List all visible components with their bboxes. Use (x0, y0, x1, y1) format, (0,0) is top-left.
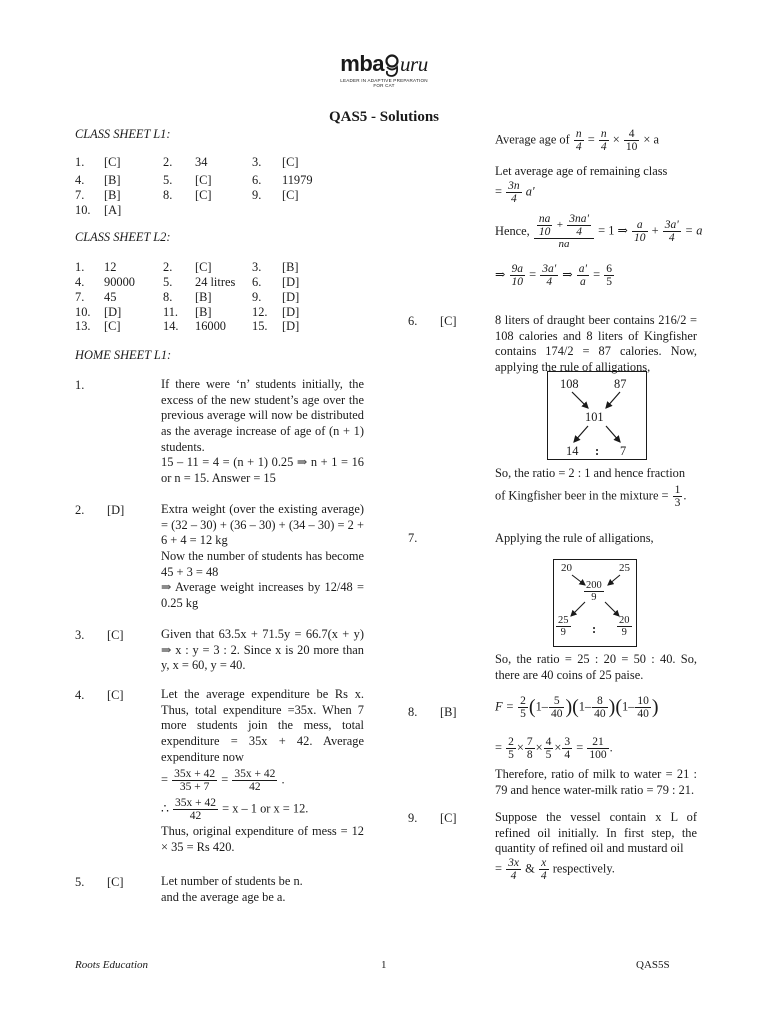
q-num: 4. (75, 173, 85, 187)
q6-fraction-line: of Kingfisher beer in the mixture = $\frac{1}{3}$ . (495, 484, 687, 510)
question-3-solution (161, 627, 364, 674)
q-num: 5. (163, 173, 173, 187)
q-num: 5. (163, 275, 173, 289)
alligation-diagram-q6 (547, 371, 647, 460)
q-num: 2. (163, 155, 173, 169)
q-answer: [D] (282, 290, 300, 304)
q-num: 8. (163, 290, 173, 304)
avg-age-equation: Average age of $\frac{n}{4}$ = $\frac{n}{4}$ × $\frac{4}{10}$ × a (495, 128, 660, 154)
q-answer: [C] (195, 173, 212, 187)
q-num: 6. (252, 275, 262, 289)
alligation-value: 20 (561, 562, 572, 574)
q-num: 9. (252, 188, 262, 202)
solution-line: Given that 63.5x + 71.5y = 66.7(x + y) ⇒ x : y = 3 : 2. Since x is 20 more than y, x = 60, y = 40. (161, 627, 364, 673)
q-num: 10. (75, 203, 91, 217)
q-answer: 24 litres (195, 275, 236, 289)
q-answer: [B] (104, 188, 121, 202)
q9-equation: = $\frac{3x}{4}$ & $\frac{x}{4}$ respectively. (495, 857, 615, 883)
q-answer: [A] (104, 203, 122, 217)
question-answer: [C] (107, 688, 124, 702)
q-num: 8. (163, 188, 173, 202)
q7-after-text: So, the ratio = 25 : 20 = 50 : 40. So, there are 40 coins of 25 paise. (495, 652, 697, 682)
solution-line: Let the average expenditure be Rs x. Thus, total expenditure =35x. When 7 more students join the mess, total expenditure = 35x + 42. Average expenditure now (161, 687, 364, 764)
alligation-arrows-icon (554, 560, 636, 646)
solution-line: If there were ‘n’ students initially, the excess of the new student’s age over the previous average will now be distributed as the average increase of age of (n + 1) students. (161, 377, 364, 454)
question-number: 8. (408, 705, 418, 719)
fraction: $\frac{35x + 42}{42}$ (234, 768, 276, 794)
q-answer: [D] (104, 305, 122, 319)
class-sheet-l1-heading: CLASS SHEET L1: (75, 127, 171, 141)
question-answer: [C] (107, 628, 124, 642)
q-num: 7. (75, 290, 85, 304)
q-answer: [B] (104, 173, 121, 187)
solution-line: Let number of students be n. (161, 874, 303, 888)
q-answer: [D] (282, 275, 300, 289)
ratio-colon: : (595, 444, 600, 458)
alligation-mean: 101 (585, 410, 604, 424)
solution-line: and the average age be a. (161, 889, 286, 904)
alligation-ratio: $\frac{20}{9}$ (619, 615, 630, 639)
q-num: 10. (75, 305, 91, 319)
q-num: 11. (163, 305, 179, 319)
question-4-solution (161, 687, 364, 856)
q-num: 14. (163, 319, 179, 333)
q-answer: 34 (195, 155, 208, 169)
question-answer: [D] (107, 503, 125, 517)
page-number: 1 (381, 959, 387, 971)
tagline-line-1: LEADER IN ADAPTIVE PREPARATION (340, 78, 428, 83)
alligation-ratio: $\frac{25}{9}$ (558, 615, 569, 639)
question-number: 7. (408, 531, 418, 545)
q-answer: [C] (195, 260, 212, 274)
fraction: $\frac{35x + 42}{35 + 7}$ (174, 768, 216, 794)
q-num: 9. (252, 290, 262, 304)
q-answer: [D] (282, 319, 300, 333)
alligation-arrows-icon (548, 372, 646, 459)
alligation-mean: $\frac{200}{9}$ (586, 580, 602, 604)
alligation-value: 87 (614, 377, 627, 391)
remaining-class-equation: = $\frac{3n}{4}$ a' (495, 180, 535, 206)
logo (0, 50, 768, 89)
q-answer: 12 (104, 260, 117, 274)
q-answer: 16000 (195, 319, 226, 333)
logo-text-mba: mba (340, 51, 385, 76)
q-num: 3. (252, 155, 262, 169)
q-answer: [B] (282, 260, 299, 274)
home-sheet-l1-heading: HOME SHEET L1: (75, 348, 172, 362)
logo-g-icon (384, 54, 400, 78)
q-num: 6. (252, 173, 262, 187)
question-number: 1. (75, 378, 85, 392)
solution-line: Extra weight (over the existing average) = (32 – 30) + (36 – 30) + (34 – 30) = 2 + 6 + 4 = 12 kg (161, 502, 364, 548)
question-answer: [B] (440, 705, 457, 719)
class-sheet-l2-grid (75, 260, 395, 335)
alligation-diagram-q7 (553, 559, 637, 647)
q-answer: [B] (195, 305, 212, 319)
solution-line: Now the number of students has become 45 + 3 = 48 (161, 548, 364, 579)
q-answer: [C] (195, 188, 212, 202)
equation-row: = $\frac{35x + 42}{35 + 7}$ = $\frac{35x + 42}{42}$ . (161, 768, 285, 794)
q-answer: [C] (282, 155, 299, 169)
question-answer: [C] (107, 875, 124, 889)
hence-equation: Hence, $\frac{na}{10}$ + $\frac{3na'}{4}$ na = 1 ⇒ $\frac{a}{10}$ + $\frac{3a'}{4}$ = a (495, 213, 703, 251)
question-number: 2. (75, 503, 85, 517)
q-num: 15. (252, 319, 268, 333)
implies-equation: ⇒ $\frac{9a}{10}$ = $\frac{3a'}{4}$ ⇒ $\frac{a'}{a}$ = $\frac{6}{5}$ (495, 263, 612, 289)
q6-after-text: So, the ratio = 2 : 1 and hence fraction (495, 466, 686, 480)
q-num: 13. (75, 319, 91, 333)
class-sheet-l1-grid (75, 155, 395, 225)
solution-line: ⇒ Average weight increases by 12/48 = 0.25 kg (161, 580, 364, 610)
question-7-solution: Applying the rule of alligations, (495, 531, 654, 545)
ratio-colon: : (592, 622, 597, 636)
logo-tagline (0, 78, 768, 89)
alligation-ratio: 14 (566, 444, 579, 458)
alligation-value: 108 (560, 377, 579, 391)
q-num: 12. (252, 305, 268, 319)
q-answer: [C] (104, 319, 121, 333)
q-answer: [C] (282, 188, 299, 202)
q-num: 1. (75, 260, 85, 274)
solution-line: 15 – 11 = 4 = (n + 1) 0.25 ⇒ n + 1 = 16 or n = 15. Answer = 15 (161, 455, 364, 485)
question-9-solution: Suppose the vessel contain x L of refined oil initially. In first step, the quantity of refined oil and mustard oil (495, 810, 697, 856)
equation-row: ∴ $\frac{35x + 42}{42}$ = x – 1 or x = 12. (161, 797, 309, 823)
question-2-solution (161, 502, 364, 611)
question-number: 9. (408, 811, 418, 825)
q-num: 2. (163, 260, 173, 274)
fraction: $\frac{35x + 42}{42}$ (175, 797, 216, 823)
class-sheet-l2-heading: CLASS SHEET L2: (75, 230, 171, 244)
q-num: 7. (75, 188, 85, 202)
question-answer: [C] (440, 314, 457, 328)
logo-text-guru: uru (400, 52, 428, 76)
question-1-solution (161, 377, 364, 486)
q-answer: [D] (282, 305, 300, 319)
q-num: 3. (252, 260, 262, 274)
footer-right: QAS5S (636, 959, 670, 971)
q-answer: 90000 (104, 275, 135, 289)
q-answer: 45 (104, 290, 117, 304)
alligation-ratio: 7 (620, 444, 627, 458)
q-answer: [B] (195, 290, 212, 304)
question-answer: [C] (440, 811, 457, 825)
question-number: 5. (75, 875, 85, 889)
tagline-line-2: FOR CAT (373, 83, 395, 89)
question-5-solution (161, 874, 364, 905)
q8-equation: F = $\frac{2}{5}$ (1– $\frac{5}{40}$ )(1– $\frac{8}{40}$ )(1– $\frac{10}{40}$ ) (495, 695, 659, 721)
question-6-solution: 8 liters of draught beer contains 216/2 = 108 calories and 8 liters of Kingfisher contains 174/2 = 87 calories. Now, applying the rule of alligations, (495, 313, 697, 374)
question-number: 6. (408, 314, 418, 328)
question-number: 3. (75, 628, 85, 642)
question-number: 4. (75, 688, 85, 702)
q-num: 4. (75, 275, 85, 289)
q8-equation-line2: = $\frac{2}{5}$ × $\frac{7}{8}$ × $\frac{4}{5}$ × $\frac{3}{4}$ = $\frac{21}{100}$ . (495, 736, 613, 762)
q8-after-text: Therefore, ratio of milk to water = 21 : 79 and hence water-milk ratio = 79 : 21. (495, 767, 697, 797)
q-answer: 11979 (282, 173, 313, 187)
solution-line: Thus, original expenditure of mess = 12 × 35 = Rs 420. (161, 824, 364, 854)
alligation-value: 25 (619, 562, 630, 574)
logo-wordmark (0, 50, 768, 78)
footer-left: Roots Education (75, 959, 149, 971)
q-answer: [C] (104, 155, 121, 169)
q-num: 1. (75, 155, 85, 169)
remaining-class-text: Let average age of remaining class (495, 164, 668, 178)
page-title: QAS5 - Solutions (328, 109, 440, 125)
